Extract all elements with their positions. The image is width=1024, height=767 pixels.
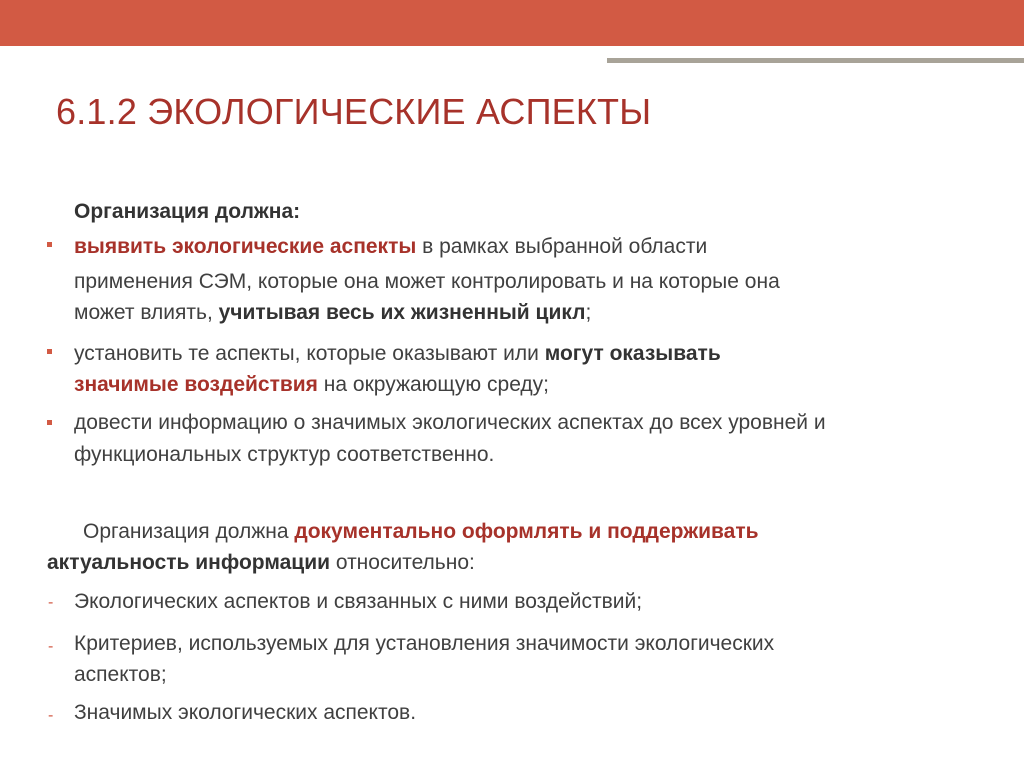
item2-line1: Критериев, используемых для установления значимости экологических xyxy=(74,632,775,655)
square-bullet-icon xyxy=(47,349,52,354)
item1-line1: Экологических аспектов и связанных с ними воздействий; xyxy=(74,590,643,613)
dash-bullet-icon: - xyxy=(48,638,54,655)
item2-line2: аспектов; xyxy=(74,663,167,686)
bullet3-line2: функциональных структур соответственно. xyxy=(74,443,495,466)
bullet1-line1: выявить экологические аспекты в рамках выбранной области xyxy=(74,235,708,258)
bullet2-line1: установить те аспекты, которые оказывают или могут оказывать xyxy=(74,342,721,365)
square-bullet-icon xyxy=(47,242,52,247)
section1-intro: Организация должна: xyxy=(74,200,301,223)
bullet1-line3: может влиять, учитывая весь их жизненный цикл; xyxy=(74,301,592,324)
bullet2-line2: значимые воздействия на окружающую среду; xyxy=(74,373,550,396)
square-bullet-icon xyxy=(47,420,52,425)
item3-line1: Значимых экологических аспектов. xyxy=(74,701,417,724)
slide-title: 6.1.2 ЭКОЛОГИЧЕСКИЕ АСПЕКТЫ xyxy=(56,91,652,132)
bullet1-line2: применения СЭМ, которые она может контролировать и на которые она xyxy=(74,270,780,293)
section2-intro: Организация должна документально оформлять и поддерживать xyxy=(83,520,759,543)
dash-bullet-icon: - xyxy=(48,707,54,724)
dash-bullet-icon: - xyxy=(48,594,54,611)
bullet3-line1: довести информацию о значимых экологических аспектах до всех уровней и xyxy=(74,411,826,434)
section2-line2: актуальность информации относительно: xyxy=(47,551,475,574)
